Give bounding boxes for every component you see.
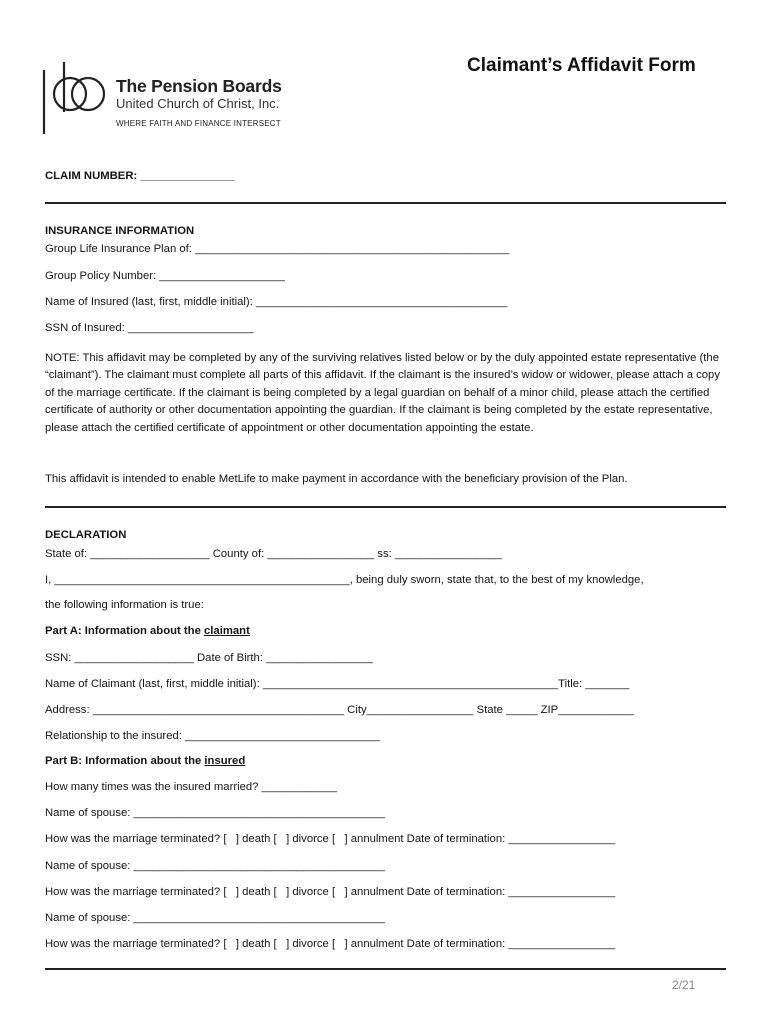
marriage-termination-field[interactable]: How was the marriage terminated? [ ] death [ ] divorce [ ] annulment Date of termination: _________________ [45, 938, 616, 950]
claim-number-field[interactable]: CLAIM NUMBER: _______________ [45, 170, 235, 182]
org-tagline: WHERE FAITH AND FINANCE INTERSECT [116, 119, 281, 128]
marriage-termination-field[interactable]: How was the marriage terminated? [ ] death [ ] divorce [ ] annulment Date of termination: _________________ [45, 886, 616, 898]
part-b-heading-word: insured [204, 755, 246, 767]
declaration-heading: DECLARATION [45, 529, 127, 541]
part-b-heading-prefix: Part B: Information about the [45, 755, 205, 767]
part-a-heading [45, 623, 250, 639]
marriage-termination-field[interactable]: How was the marriage terminated? [ ] death [ ] divorce [ ] annulment Date of termination: _________________ [45, 833, 616, 845]
true-statement: the following information is true: [45, 599, 204, 611]
plan-field[interactable]: Group Life Insurance Plan of: __________________________________________________ [45, 243, 510, 255]
org-subtitle: United Church of Christ, Inc. [116, 96, 280, 111]
times-married-field[interactable]: How many times was the insured married? ____________ [45, 781, 337, 793]
policy-number-field[interactable]: Group Policy Number: ____________________ [45, 270, 285, 282]
sworn-statement-field[interactable]: I, _______________________________________________, being duly sworn, state that, to the best of my knowledge, [45, 574, 644, 586]
org-name: The Pension Boards [116, 76, 282, 96]
spouse-name-field[interactable]: Name of spouse: ________________________________________ [45, 912, 385, 924]
claimant-name-field[interactable]: Name of Claimant (last, first, middle initial): _______________________________________________Title: _______ [45, 678, 630, 690]
page-number: 2/21 [672, 978, 696, 992]
insured-name-field[interactable]: Name of Insured (last, first, middle initial): ________________________________________ [45, 296, 508, 308]
section-divider [45, 968, 726, 970]
spouse-name-field[interactable]: Name of spouse: ________________________________________ [45, 807, 385, 819]
part-a-heading-prefix: Part A: Information about the [45, 625, 204, 637]
pension-boards-logo-icon [40, 60, 110, 136]
claimant-ssn-dob-field[interactable]: SSN: ___________________ Date of Birth: _________________ [45, 652, 373, 664]
spouse-name-field[interactable]: Name of spouse: ________________________________________ [45, 860, 385, 872]
claimant-address-field[interactable]: Address: ________________________________________ City_________________ State _____ ZIP____________ [45, 704, 634, 716]
insurance-heading: INSURANCE INFORMATION [45, 225, 195, 237]
insured-ssn-field[interactable]: SSN of Insured: ____________________ [45, 322, 254, 334]
relationship-field[interactable]: Relationship to the insured: _______________________________ [45, 730, 380, 742]
note-paragraph: NOTE: This affidavit may be completed by any of the surviving relatives listed below or by the duly appointed estate representative (the “claimant”). The claimant must complete all parts of this affidavit. If the claimant is the insured’s widow or widower, please attach a copy of the marriage certificate. If the claimant is being completed by a legal guardian on behalf of a minor child, please attach the certified certificate of authority or other documentation appointing the guardian. If the claimant is being completed by the estate representative, please attach the certified certificate of appointment or other documentation appointing the estate. [45, 352, 720, 434]
section-divider [45, 202, 726, 204]
form-title: Claimant’s Affidavit Form [467, 55, 696, 76]
state-county-field[interactable]: State of: ___________________ County of: _________________ ss: _________________ [45, 548, 502, 560]
part-b-heading [45, 753, 245, 769]
section-divider [45, 506, 726, 508]
intent-paragraph: This affidavit is intended to enable MetLife to make payment in accordance with the beneficiary provision of the Plan. [45, 473, 628, 485]
part-a-heading-word: claimant [204, 625, 250, 637]
